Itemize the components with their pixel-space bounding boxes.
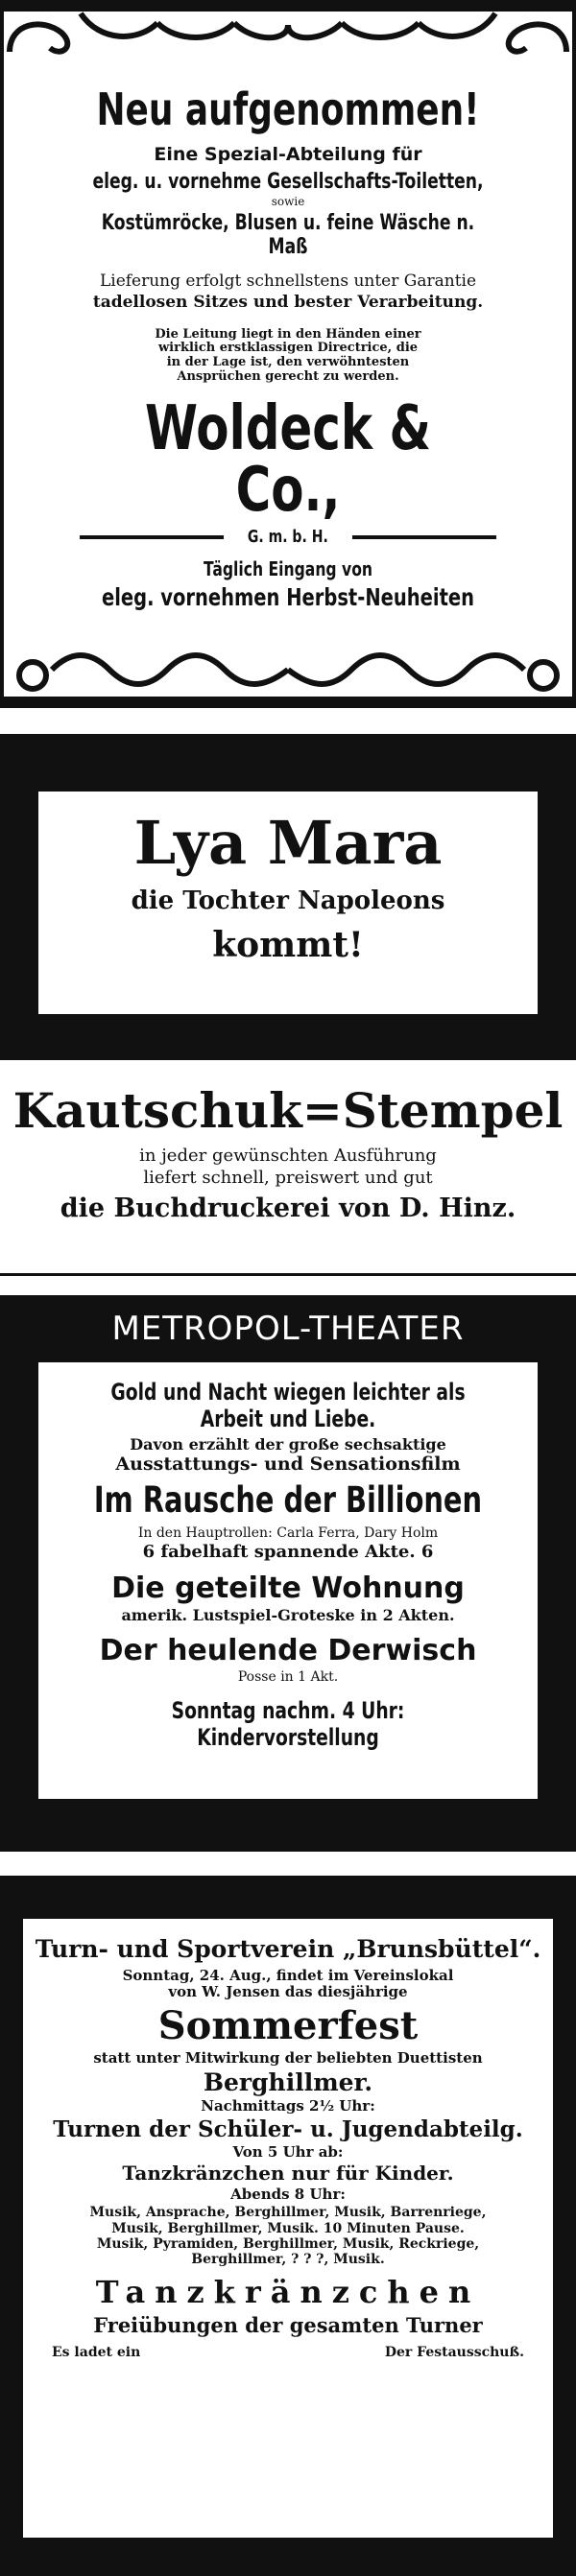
theater-header: METROPOL-THEATER	[111, 1310, 465, 1348]
company-sub-row	[33, 527, 543, 547]
club-name: Turn- und Sportverein „Brunsbüttel“.	[35, 1935, 541, 1963]
text-line: statt unter Mitwirkung der beliebten Duettisten	[93, 2049, 483, 2068]
text-line: Ausstattungs- und Sensationsfilm	[115, 1453, 461, 1475]
ad-woldeck-content	[33, 71, 543, 612]
text-line: Nachmittags 2½ Uhr:	[201, 2097, 375, 2115]
text-line: Kostümröcke, Blusen u. feine Wäsche n. Maß	[101, 210, 475, 260]
ornament-border-top	[4, 4, 572, 58]
ad-lya-mara	[0, 734, 576, 1060]
sportverein-program	[23, 1919, 553, 2538]
signature: Der Festausschuß.	[384, 2344, 524, 2360]
text-line: die Tochter Napoleons	[131, 886, 445, 916]
film-title: Der heulende Derwisch	[99, 1633, 477, 1667]
ad-woldeck	[0, 0, 576, 708]
text-line: die Buchdruckerei von D. Hinz.	[60, 1193, 516, 1224]
invite-text: Es ladet ein	[52, 2344, 141, 2360]
text-line: Freiübungen der gesamten Turner	[93, 2312, 483, 2337]
divider	[80, 535, 224, 539]
text-line: amerik. Lustspiel-Groteske in 2 Akten.	[121, 1606, 455, 1625]
text-line: 6 fabelhaft spannende Akte. 6	[142, 1542, 434, 1563]
theater-program	[38, 1362, 538, 1799]
film-title: Im Rausche der Billionen	[93, 1479, 483, 1522]
text-line: Lieferung erfolgt schnellstens unter Garantie	[99, 272, 477, 292]
text-line: Musik, Berghillmer, Musik. 10 Minuten Pause.	[111, 2220, 465, 2236]
text-line: Posse in 1 Akt.	[237, 1669, 339, 1686]
text-line: Musik, Ansprache, Berghillmer, Musik, Barrenriege,	[89, 2205, 487, 2221]
ad-stempel	[0, 1084, 576, 1276]
text-line: Musik, Pyramiden, Berghillmer, Musik, Reckriege,	[96, 2235, 480, 2252]
text-line: wirklich erstklassigen Directrice, die	[157, 341, 419, 356]
ad-lya-mara-panel	[38, 792, 538, 1014]
text-line: Tanzkränzchen nur für Kinder.	[122, 2162, 454, 2186]
text-line: Turnen der Schüler- u. Jugendabteilg.	[53, 2115, 523, 2142]
company-sub: G. m. b. H.	[248, 527, 328, 548]
text-line: Berghillmer, ? ? ?, Musik.	[191, 2251, 385, 2267]
text-line: kommt!	[212, 925, 364, 966]
headline: Kautschuk=Stempel	[12, 1082, 564, 1139]
text-line: Abends 8 Uhr:	[230, 2186, 346, 2204]
film-title: Lya Mara	[133, 808, 443, 878]
text-line: tadellosen Sitzes und bester Verarbeitung.	[92, 292, 484, 312]
text-line: Davon erzählt der große sechsaktige	[130, 1435, 446, 1454]
text-line: Sonntag nachm. 4 Uhr: Kindervorstellung	[171, 1697, 405, 1751]
event-title: Tanzkränzchen	[95, 2273, 481, 2310]
text-line: Berghillmer.	[203, 2068, 373, 2096]
text-line: Sonntag, 24. Aug., findet im Vereinslokal	[122, 1966, 454, 1984]
text-line: Täglich Eingang von	[203, 557, 373, 581]
text-line: eleg. u. vornehme Gesellschafts-Toiletten,	[92, 169, 484, 194]
film-title: Die geteilte Wohnung	[111, 1571, 465, 1605]
text-line: in der Lage ist, den verwöhntesten	[166, 355, 410, 370]
text-line: In den Hauptrollen: Carla Ferra, Dary Holm	[137, 1524, 439, 1541]
text-line: eleg. vornehmen Herbst-Neuheiten	[101, 583, 475, 612]
event-title: Sommerfest	[157, 2003, 419, 2049]
text-line: Gold und Nacht wiegen leichter als	[110, 1379, 466, 1406]
text-line: Die Leitung liegt in den Händen einer	[155, 326, 421, 342]
text-line: liefert schnell, preiswert und gut	[143, 1167, 433, 1188]
text-line: von W. Jensen das diesjährige	[168, 1983, 408, 2000]
text-line: Eine Spezial-Abteilung für	[154, 143, 422, 165]
text-line: Ansprüchen gerecht zu werden.	[177, 369, 399, 385]
divider	[352, 535, 496, 539]
text-line: Von 5 Uhr ab:	[232, 2142, 344, 2161]
company-name: Woldeck & Co.,	[145, 393, 431, 527]
headline: Neu aufgenommen!	[96, 83, 480, 135]
text-line: sowie	[271, 195, 305, 209]
ornament-border-bottom	[4, 650, 572, 704]
signature-row	[23, 2337, 553, 2360]
ad-metropol-theater	[0, 1295, 576, 1852]
text-line: in jeder gewünschten Ausführung	[139, 1146, 437, 1166]
text-line: Arbeit und Liebe.	[200, 1405, 376, 1432]
divider	[0, 1273, 576, 1276]
ad-sportverein	[0, 1876, 576, 2576]
